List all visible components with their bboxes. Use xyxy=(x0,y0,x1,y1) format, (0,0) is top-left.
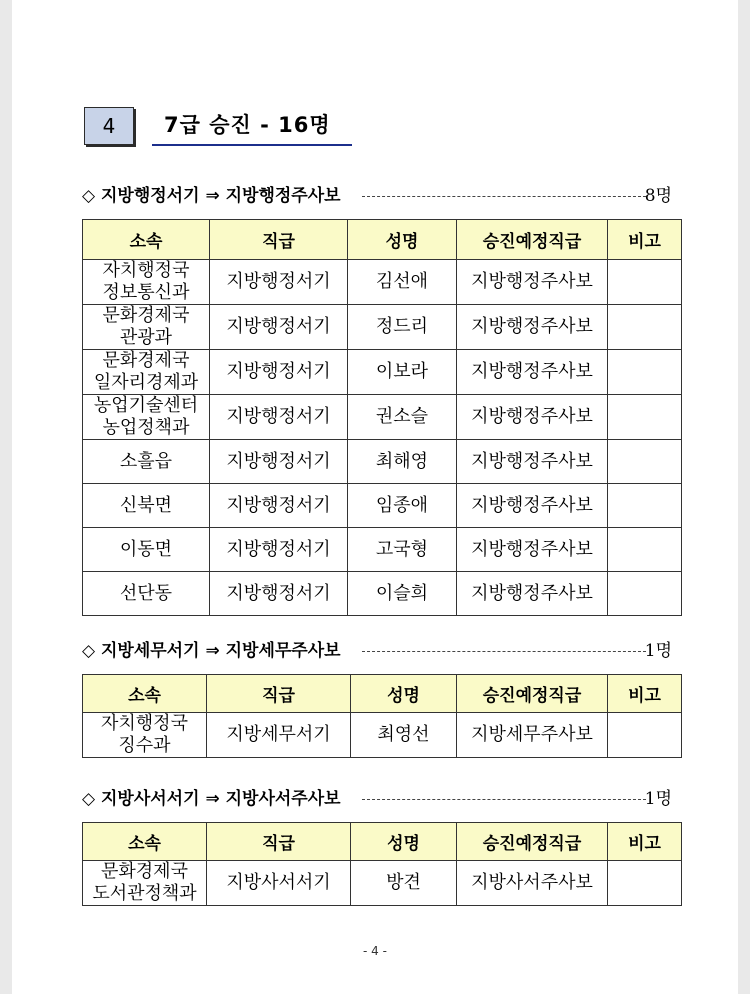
group-title-admin xyxy=(82,182,672,210)
table-row xyxy=(83,350,682,395)
rank-cell: 지방행정서기 xyxy=(210,350,348,395)
leader-dashes xyxy=(362,799,646,800)
table-row xyxy=(83,861,682,906)
dept-cell: 신북면 xyxy=(83,484,210,528)
table-row xyxy=(83,260,682,305)
table-row xyxy=(83,395,682,440)
dept-cell: 선단동 xyxy=(83,572,210,616)
header-row xyxy=(83,823,682,861)
rank-cell: 지방행정서기 xyxy=(210,572,348,616)
target-cell: 지방행정주사보 xyxy=(457,395,608,440)
column-header-dept: 소속 xyxy=(83,220,210,260)
rank-cell: 지방행정서기 xyxy=(210,395,348,440)
column-header-target: 승진예정직급 xyxy=(457,823,608,861)
note-cell xyxy=(608,713,682,758)
group-count: 1명 xyxy=(644,789,672,809)
target-cell: 지방행정주사보 xyxy=(457,305,608,350)
target-cell: 지방행정주사보 xyxy=(457,484,608,528)
section-header xyxy=(84,107,354,147)
column-header-note: 비고 xyxy=(608,675,682,713)
name-cell: 이슬희 xyxy=(348,572,457,616)
note-cell xyxy=(608,861,682,906)
group-count: 8명 xyxy=(644,186,672,206)
dept-cell: 농업기술센터 농업정책과 xyxy=(83,395,210,440)
note-cell xyxy=(608,260,682,305)
leader-dashes xyxy=(362,651,646,652)
table-row xyxy=(83,528,682,572)
section-underline xyxy=(152,144,352,146)
note-cell xyxy=(608,350,682,395)
section-number: 4 xyxy=(84,107,134,145)
name-cell: 방견 xyxy=(351,861,457,906)
section-title: 7급 승진 - 16명 xyxy=(164,113,331,137)
rank-cell: 지방행정서기 xyxy=(210,440,348,484)
page-number: - 4 - xyxy=(363,944,387,958)
column-header-rank: 직급 xyxy=(207,675,351,713)
dept-cell: 이동면 xyxy=(83,528,210,572)
target-cell: 지방세무주사보 xyxy=(457,713,608,758)
column-header-rank: 직급 xyxy=(207,823,351,861)
dept-cell: 소흘읍 xyxy=(83,440,210,484)
column-header-rank: 직급 xyxy=(210,220,348,260)
target-cell: 지방행정주사보 xyxy=(457,528,608,572)
table-row xyxy=(83,713,682,758)
name-cell: 고국형 xyxy=(348,528,457,572)
name-cell: 김선애 xyxy=(348,260,457,305)
target-cell: 지방행정주사보 xyxy=(457,572,608,616)
rank-cell: 지방행정서기 xyxy=(210,305,348,350)
group-count: 1명 xyxy=(644,641,672,661)
note-cell xyxy=(608,484,682,528)
table-row xyxy=(83,572,682,616)
note-cell xyxy=(608,440,682,484)
note-cell xyxy=(608,395,682,440)
rank-cell: 지방행정서기 xyxy=(210,484,348,528)
group-title-tax xyxy=(82,637,672,665)
group-title-text: ◇ 지방행정서기 ⇒ 지방행정주사보 xyxy=(82,186,341,206)
rank-cell: 지방행정서기 xyxy=(210,528,348,572)
group-title-text: ◇ 지방세무서기 ⇒ 지방세무주사보 xyxy=(82,641,341,661)
name-cell: 정드리 xyxy=(348,305,457,350)
column-header-name: 성명 xyxy=(351,823,457,861)
target-cell: 지방행정주사보 xyxy=(457,260,608,305)
column-header-name: 성명 xyxy=(348,220,457,260)
table-row xyxy=(83,440,682,484)
column-header-target: 승진예정직급 xyxy=(457,675,608,713)
dept-cell: 문화경제국 관광과 xyxy=(83,305,210,350)
header-row xyxy=(83,220,682,260)
group-title-library xyxy=(82,785,672,813)
name-cell: 최해영 xyxy=(348,440,457,484)
roster-table-admin xyxy=(82,219,682,616)
column-header-note: 비고 xyxy=(608,220,682,260)
column-header-note: 비고 xyxy=(608,823,682,861)
table-row xyxy=(83,484,682,528)
dept-cell: 자치행정국 정보통신과 xyxy=(83,260,210,305)
note-cell xyxy=(608,528,682,572)
target-cell: 지방행정주사보 xyxy=(457,350,608,395)
column-header-dept: 소속 xyxy=(83,823,207,861)
name-cell: 임종애 xyxy=(348,484,457,528)
roster-table-library xyxy=(82,822,682,906)
dept-cell: 자치행정국 징수과 xyxy=(83,713,207,758)
column-header-dept: 소속 xyxy=(83,675,207,713)
note-cell xyxy=(608,305,682,350)
dept-cell: 문화경제국 일자리경제과 xyxy=(83,350,210,395)
group-title-text: ◇ 지방사서서기 ⇒ 지방사서주사보 xyxy=(82,789,341,809)
column-header-name: 성명 xyxy=(351,675,457,713)
name-cell: 최영선 xyxy=(351,713,457,758)
rank-cell: 지방행정서기 xyxy=(210,260,348,305)
header-row xyxy=(83,675,682,713)
target-cell: 지방행정주사보 xyxy=(457,440,608,484)
dept-cell: 문화경제국 도서관정책과 xyxy=(83,861,207,906)
name-cell: 권소슬 xyxy=(348,395,457,440)
rank-cell: 지방세무서기 xyxy=(207,713,351,758)
table-row xyxy=(83,305,682,350)
target-cell: 지방사서주사보 xyxy=(457,861,608,906)
document-page xyxy=(12,0,738,994)
column-header-target: 승진예정직급 xyxy=(457,220,608,260)
roster-table-tax xyxy=(82,674,682,758)
name-cell: 이보라 xyxy=(348,350,457,395)
rank-cell: 지방사서서기 xyxy=(207,861,351,906)
leader-dashes xyxy=(362,196,646,197)
note-cell xyxy=(608,572,682,616)
